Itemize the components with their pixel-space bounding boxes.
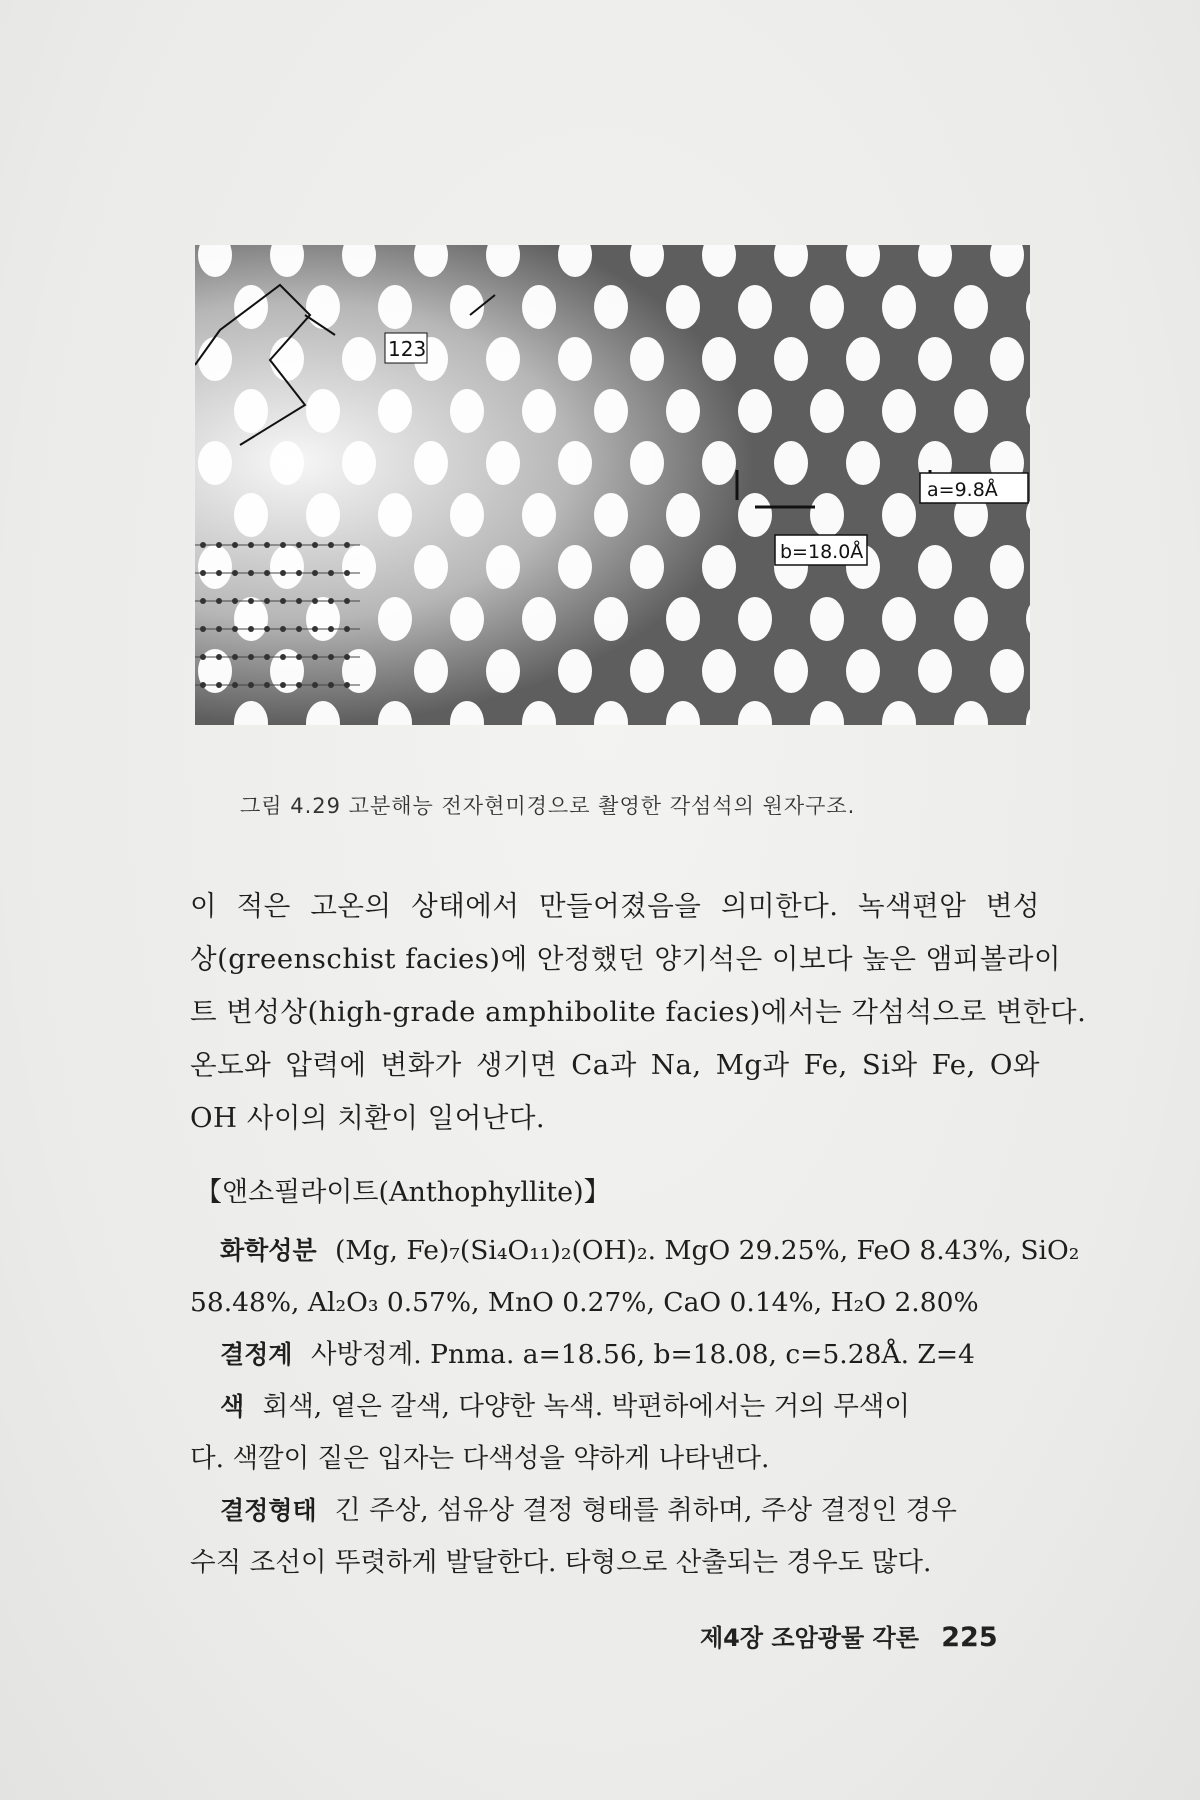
body-paragraph: [190, 880, 1087, 1145]
paragraph-line: 트 변성상(high-grade amphibolite facies)에서는 각섬석으로 변한다.: [190, 996, 1087, 1028]
habit-row-continued: [190, 1537, 1040, 1589]
crystal-system-value: 사방정계. Pnma. a=18.56, b=18.08, c=5.28Å. Z=4: [310, 1339, 975, 1370]
color-value: 회색, 옅은 갈색, 다양한 녹색. 박편하에서는 거의 무색이: [262, 1391, 911, 1422]
crystal-system-label: 결정계: [220, 1340, 293, 1369]
inset-atom: [312, 598, 318, 604]
inset-atom: [344, 542, 350, 548]
inset-atom: [248, 682, 254, 688]
habit-value: 수직 조선이 뚜렷하게 발달한다. 타형으로 산출되는 경우도 많다.: [190, 1547, 932, 1578]
inset-atom: [296, 682, 302, 688]
inset-atom: [280, 654, 286, 660]
inset-atom: [264, 654, 270, 660]
inset-atom: [248, 654, 254, 660]
mineral-heading: 【앤소필라이트(Anthophyllite)】: [195, 1177, 611, 1208]
crystal-system-row: [190, 1329, 1040, 1381]
composition-label: 화학성분: [220, 1236, 317, 1265]
inset-atom: [232, 654, 238, 660]
composition-row-continued: [190, 1277, 1040, 1329]
paragraph-line: 온도와 압력에 변화가 생기면 Ca과 Na, Mg과 Fe, Si와 Fe, O와: [190, 1049, 1040, 1081]
inset-atom: [296, 598, 302, 604]
habit-row: [190, 1485, 1040, 1537]
inset-atom: [296, 570, 302, 576]
paragraph-line: 이 적은 고온의 상태에서 만들어졌음을 의미한다. 녹색편암 변성: [190, 890, 1040, 922]
inset-atom: [200, 542, 206, 548]
inset-atom: [296, 542, 302, 548]
inset-atom: [296, 654, 302, 660]
inset-atom: [264, 570, 270, 576]
inset-atom: [248, 542, 254, 548]
inset-atom: [280, 570, 286, 576]
inset-atom: [200, 570, 206, 576]
inset-atom: [280, 682, 286, 688]
color-row-continued: [190, 1433, 1040, 1485]
inset-atom: [216, 626, 222, 632]
composition-value: 58.48%, Al₂O₃ 0.57%, MnO 0.27%, CaO 0.14%, H₂O 2.80%: [190, 1287, 979, 1318]
label-123: 123: [388, 337, 427, 361]
inset-atom: [328, 682, 334, 688]
inset-atom: [328, 542, 334, 548]
label-b-spacing: b=18.0Å: [780, 541, 864, 563]
habit-value: 긴 주상, 섬유상 결정 형태를 취하며, 주상 결정인 경우: [335, 1495, 957, 1526]
inset-atom: [264, 598, 270, 604]
inset-atom: [232, 542, 238, 548]
inset-atom: [344, 598, 350, 604]
composition-row: [190, 1225, 1080, 1277]
inset-atom: [312, 542, 318, 548]
inset-atom: [248, 626, 254, 632]
inset-atom: [280, 598, 286, 604]
inset-atom: [344, 682, 350, 688]
inset-atom: [280, 542, 286, 548]
inset-atom: [344, 570, 350, 576]
inset-atom: [344, 654, 350, 660]
hrtem-image: [195, 245, 1030, 725]
inset-atom: [312, 654, 318, 660]
inset-atom: [216, 570, 222, 576]
figure-caption: 그림 4.29 고분해능 전자현미경으로 촬영한 각섬석의 원자구조.: [240, 794, 856, 818]
mineral-properties: [190, 1225, 1080, 1589]
page-footer: [700, 1618, 998, 1653]
inset-atom: [200, 626, 206, 632]
label-a-spacing: a=9.8Å: [927, 479, 998, 501]
inset-atom: [296, 626, 302, 632]
inset-atom: [312, 626, 318, 632]
inset-atom: [328, 598, 334, 604]
inset-atom: [312, 570, 318, 576]
color-value: 다. 색깔이 짙은 입자는 다색성을 약하게 나타낸다.: [190, 1443, 770, 1474]
inset-atom: [216, 542, 222, 548]
inset-atom: [200, 654, 206, 660]
chapter-title: 제4장 조암광물 각론: [700, 1624, 919, 1652]
inset-atom: [200, 598, 206, 604]
inset-atom: [232, 626, 238, 632]
inset-atom: [248, 570, 254, 576]
inset-atom: [232, 682, 238, 688]
page-number: 225: [941, 1622, 998, 1653]
inset-atom: [328, 654, 334, 660]
composition-value: (Mg, Fe)₇(Si₄O₁₁)₂(OH)₂. MgO 29.25%, FeO 8.43%, SiO₂: [335, 1235, 1080, 1266]
inset-atom: [328, 570, 334, 576]
hrtem-figure: [195, 245, 1030, 725]
inset-atom: [216, 682, 222, 688]
inset-atom: [264, 682, 270, 688]
inset-atom: [232, 570, 238, 576]
inset-atom: [312, 682, 318, 688]
inset-atom: [328, 626, 334, 632]
paragraph-line: 상(greenschist facies)에 안정했던 양기석은 이보다 높은 앰피볼라이: [190, 943, 1062, 975]
inset-atom: [248, 598, 254, 604]
inset-atom: [344, 626, 350, 632]
inset-atom: [216, 598, 222, 604]
inset-atom: [232, 598, 238, 604]
inset-atom: [200, 682, 206, 688]
inset-atom: [280, 626, 286, 632]
inset-atom: [264, 542, 270, 548]
color-row: [190, 1381, 1040, 1433]
bright-region-overlay: [195, 245, 1030, 725]
inset-atom: [264, 626, 270, 632]
paragraph-line: OH 사이의 치환이 일어난다.: [190, 1102, 546, 1134]
inset-atom: [216, 654, 222, 660]
habit-label: 결정형태: [220, 1496, 317, 1525]
color-label: 색: [220, 1392, 245, 1421]
